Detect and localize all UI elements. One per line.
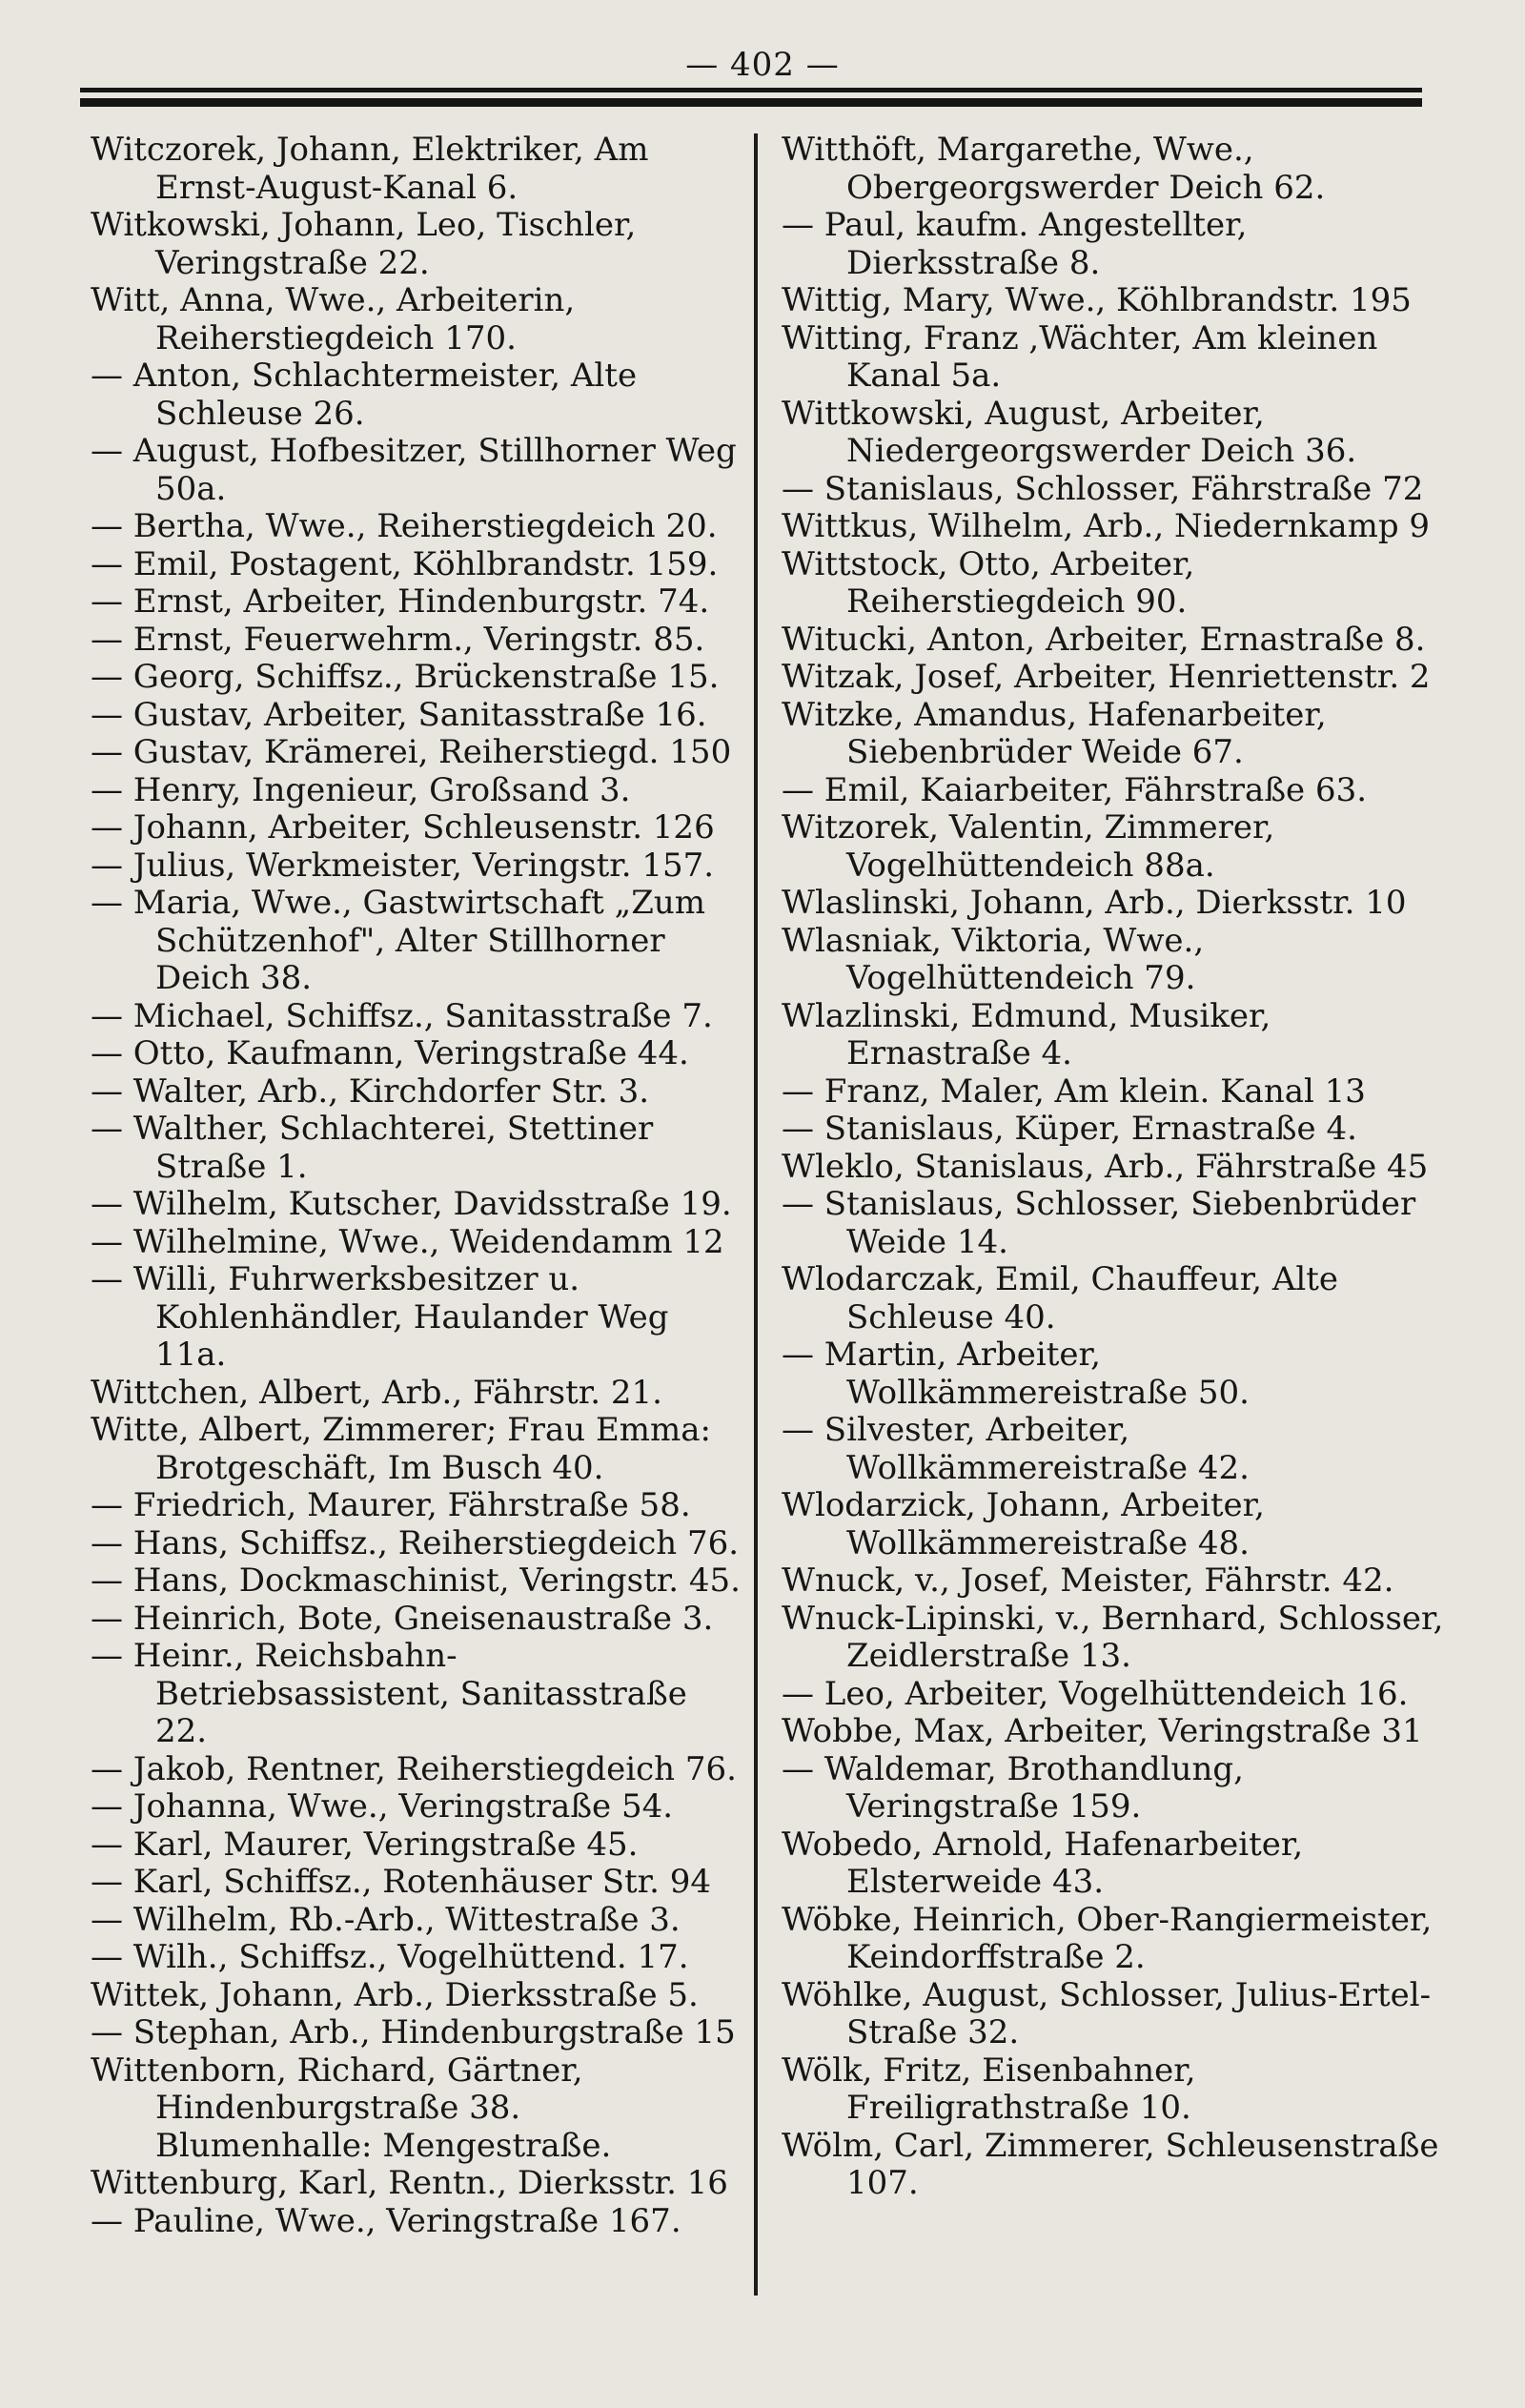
directory-entry: Wnuck-Lipinski, v., Bernhard, Schlosser, Zeidlerstraße 13. (782, 1599, 1444, 1675)
directory-entry: — Hans, Schiffsz., Reiherstiegdeich 76. (91, 1523, 740, 1562)
left-column (91, 132, 748, 2240)
directory-entry: Witkowski, Johann, Leo, Tischler, Veringstraße 22. (91, 206, 637, 282)
directory-entry: Witting, Franz ,Wächter, Am kleinen Kanal 5a. (782, 318, 1378, 395)
directory-entry: — Emil, Kaiarbeiter, Fährstraße 63. (782, 770, 1368, 809)
directory-entry: Wlodarzick, Johann, Arbeiter, Wollkämmereistraße 48. (782, 1486, 1265, 1562)
directory-entry: — Wilhelm, Rb.-Arb., Wittestraße 3. (91, 1900, 681, 1939)
directory-entry: Wöhlke, August, Schlosser, Julius-Ertel-Straße 32. (782, 1975, 1432, 2051)
directory-entry: — Maria, Wwe., Gastwirtschaft „Zum Schützenhof", Alter Stillhorner Deich 38. (91, 884, 706, 997)
directory-entry: — Heinr., Reichsbahn-Betriebsassistent, Sanitasstraße 22. (91, 1637, 687, 1750)
directory-entry: — Karl, Schiffsz., Rotenhäuser Str. 94 (91, 1863, 712, 1901)
directory-entry: — Georg, Schiffsz., Brückenstraße 15. (91, 658, 720, 696)
directory-entry: — Wilh., Schiffsz., Vogelhüttend. 17. (91, 1938, 689, 1976)
directory-entry: — Gustav, Arbeiter, Sanitasstraße 16. (91, 695, 707, 734)
directory-entry: — Otto, Kaufmann, Veringstraße 44. (91, 1034, 689, 1072)
directory-entry: Wobbe, Max, Arbeiter, Veringstraße 31 (782, 1712, 1423, 1750)
directory-entry: Wittkowski, August, Arbeiter, Niedergeorgswerder Deich 36. (782, 394, 1357, 470)
directory-entry: — Bertha, Wwe., Reiherstiegdeich 20. (91, 507, 718, 545)
directory-entry: Wölm, Carl, Zimmerer, Schleusenstraße 107. (782, 2126, 1439, 2202)
directory-entry: — Michael, Schiffsz., Sanitasstraße 7. (91, 996, 713, 1035)
directory-entry: — Walter, Arb., Kirchdorfer Str. 3. (91, 1071, 650, 1111)
directory-entry: Witzke, Amandus, Hafenarbeiter, Siebenbrüder Weide 67. (782, 695, 1327, 771)
header-rule-thin (80, 88, 1422, 92)
directory-entry: — Leo, Arbeiter, Vogelhüttendeich 16. (782, 1674, 1409, 1713)
directory-entry: Witucki, Anton, Arbeiter, Ernastraße 8. (782, 620, 1426, 659)
directory-entry: — Emil, Postagent, Köhlbrandstr. 159. (91, 544, 719, 583)
directory-entry: Wittstock, Otto, Arbeiter, Reiherstiegdeich 90. (782, 544, 1195, 621)
directory-entry: Wittek, Johann, Arb., Dierksstraße 5. (91, 1975, 699, 2014)
directory-entry: — Gustav, Krämerei, Reiherstiegd. 150 (91, 733, 732, 771)
directory-entry: — Walther, Schlachterei, Stettiner Straße 1. (91, 1110, 654, 1186)
directory-entry: — Martin, Arbeiter, Wollkämmereistraße 50. (782, 1336, 1250, 1412)
directory-entry: — August, Hofbesitzer, Stillhorner Weg 50a. (91, 432, 737, 508)
directory-entry: — Heinrich, Bote, Gneisenaustraße 3. (91, 1599, 714, 1638)
directory-entry: Witt, Anna, Wwe., Arbeiterin, Reiherstiegdeich 170. (91, 281, 576, 357)
directory-entry: Wlazlinski, Edmund, Musiker, Ernastraße 4. (782, 996, 1271, 1072)
directory-entry: Wlasniak, Viktoria, Wwe., Vogelhüttendeich 79. (782, 921, 1205, 997)
directory-entry: — Paul, kaufm. Angestellter, Dierksstraße 8. (782, 206, 1248, 282)
directory-entry: — Stanislaus, Küper, Ernastraße 4. (782, 1110, 1357, 1148)
directory-entry: Blumenhalle: Mengestraße. (155, 2126, 612, 2165)
directory-entry: Wleklo, Stanislaus, Arb., Fährstraße 45 (782, 1147, 1429, 1186)
directory-entry: — Ernst, Feuerwehrm., Veringstr. 85. (91, 620, 705, 659)
directory-entry: Witczorek, Johann, Elektriker, Am Ernst-August-Kanal 6. (91, 131, 649, 207)
directory-entry: Wölk, Fritz, Eisenbahner, Freiligrathstraße 10. (782, 2051, 1196, 2127)
header-rule-thick (80, 98, 1422, 107)
directory-entry: — Stanislaus, Schlosser, Fährstraße 72 (782, 469, 1424, 508)
directory-entry: — Ernst, Arbeiter, Hindenburgstr. 74. (91, 582, 710, 621)
directory-entry: — Henry, Ingenieur, Großsand 3. (91, 770, 631, 809)
directory-entry: — Stephan, Arb., Hindenburgstraße 15 (91, 2013, 736, 2051)
directory-entry: — Hans, Dockmaschinist, Veringstr. 45. (91, 1561, 741, 1600)
directory-entry: — Julius, Werkmeister, Veringstr. 157. (91, 846, 715, 885)
directory-entry: — Willi, Fuhrwerksbesitzer u. Kohlenhändler, Haulander Weg 11a. (91, 1260, 669, 1374)
directory-entry: Witthöft, Margarethe, Wwe., Obergeorgswerder Deich 62. (782, 131, 1326, 207)
directory-entry: — Waldemar, Brothandlung, Veringstraße 159. (782, 1749, 1244, 1826)
directory-entry: — Stanislaus, Schlosser, Siebenbrüder Weide 14. (782, 1185, 1416, 1261)
directory-entry: — Anton, Schlachtermeister, Alte Schleuse 26. (91, 357, 638, 433)
directory-entry: Wlodarczak, Emil, Chauffeur, Alte Schleuse 40. (782, 1260, 1339, 1337)
directory-entry: — Johann, Arbeiter, Schleusenstr. 126 (91, 808, 715, 847)
directory-entry: — Silvester, Arbeiter, Wollkämmereistraße 42. (782, 1411, 1250, 1487)
directory-entry: Wnuck, v., Josef, Meister, Fährstr. 42. (782, 1561, 1394, 1600)
directory-entry: Witte, Albert, Zimmerer; Frau Emma: Brotgeschäft, Im Busch 40. (91, 1411, 711, 1487)
right-column (782, 132, 1449, 2203)
directory-entry: Wöbke, Heinrich, Ober-Rangiermeister, Keindorffstraße 2. (782, 1900, 1433, 1976)
directory-entry: — Wilhelm, Kutscher, Davidsstraße 19. (91, 1185, 732, 1223)
directory-entry: Wobedo, Arnold, Hafenarbeiter, Elsterweide 43. (782, 1825, 1304, 1901)
directory-entry: — Pauline, Wwe., Veringstraße 167. (91, 2201, 681, 2240)
column-separator (754, 133, 758, 2296)
directory-entry: — Franz, Maler, Am klein. Kanal 13 (782, 1071, 1366, 1111)
directory-entry: Witzak, Josef, Arbeiter, Henriettenstr. 2 (782, 658, 1431, 696)
directory-entry: Wittig, Mary, Wwe., Köhlbrandstr. 195 (782, 281, 1412, 319)
directory-entry: — Johanna, Wwe., Veringstraße 54. (91, 1787, 674, 1826)
directory-entry: Wlaslinski, Johann, Arb., Dierksstr. 10 (782, 884, 1407, 922)
directory-entry: Wittenborn, Richard, Gärtner, Hindenburgstraße 38. (91, 2051, 583, 2127)
directory-entry: Witzorek, Valentin, Zimmerer, Vogelhüttendeich 88a. (782, 808, 1275, 885)
directory-entry: Wittchen, Albert, Arb., Fährstr. 21. (91, 1373, 662, 1412)
directory-entry: Wittkus, Wilhelm, Arb., Niedernkamp 9 (782, 507, 1431, 545)
directory-entry: Wittenburg, Karl, Rentn., Dierksstr. 16 (91, 2164, 728, 2202)
directory-entry: — Karl, Maurer, Veringstraße 45. (91, 1825, 639, 1864)
directory-entry: — Wilhelmine, Wwe., Weidendamm 12 (91, 1222, 724, 1261)
directory-entry: — Friedrich, Maurer, Fährstraße 58. (91, 1486, 691, 1524)
directory-entry: — Jakob, Rentner, Reiherstiegdeich 76. (91, 1749, 737, 1788)
page-number: — 402 — (685, 46, 840, 84)
